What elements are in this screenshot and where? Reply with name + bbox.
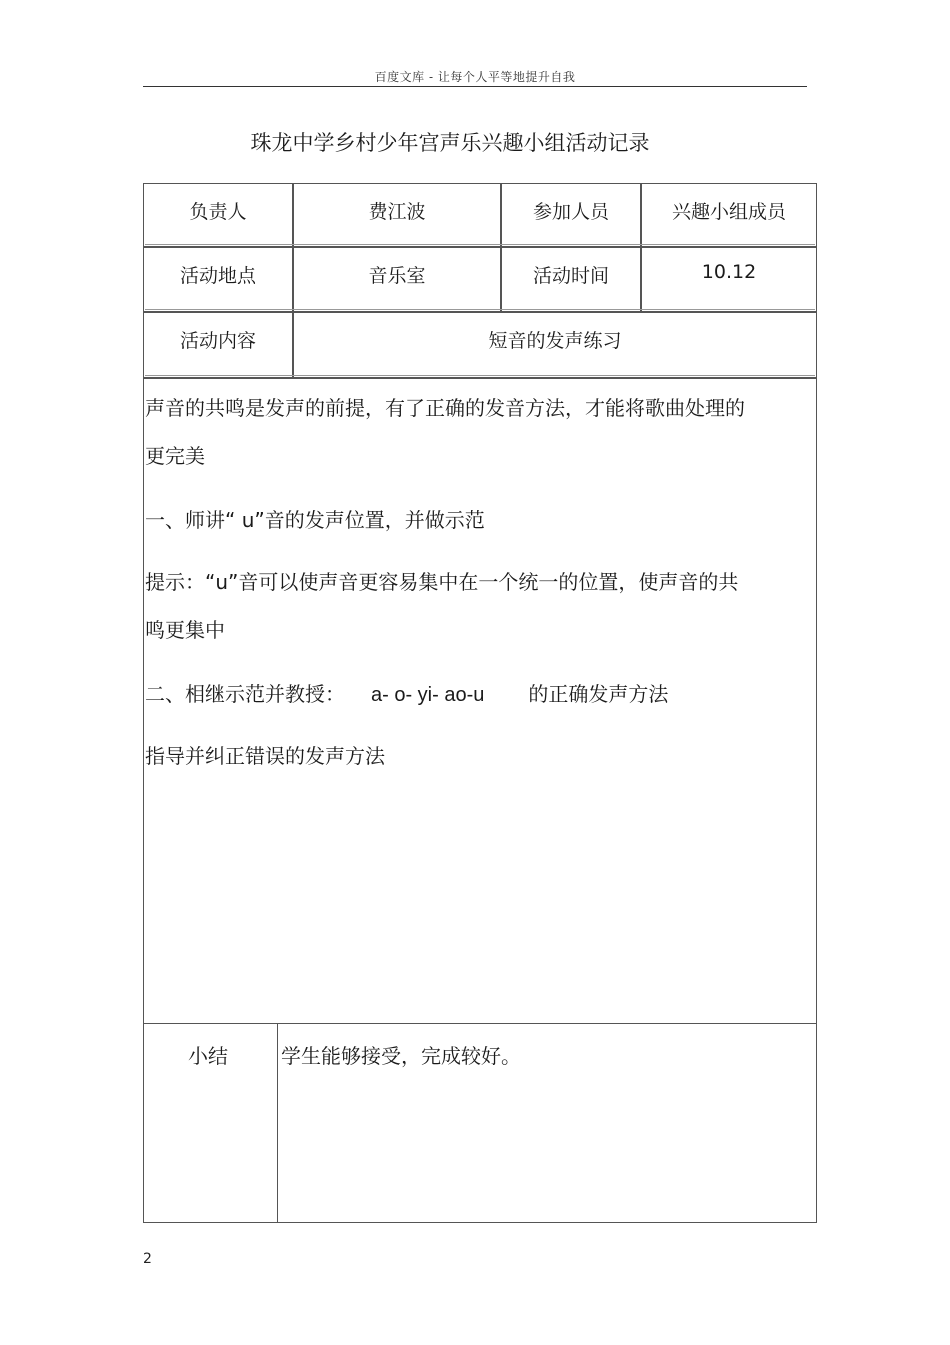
value-activity-content: 短音的发声练习: [293, 312, 817, 378]
content-line: [145, 678, 668, 707]
summary-text: 学生能够接受，完成较好。: [281, 1044, 521, 1068]
row-divider: [145, 309, 815, 310]
content-line-segment: 的正确发声方法: [528, 682, 669, 706]
content-line: 鸣更集中: [145, 618, 225, 642]
vowel-sequence: a- o- yi- ao-u: [371, 684, 485, 706]
value-activity-time: 10.12: [641, 247, 817, 312]
value-person-in-charge: 费江波: [293, 183, 501, 247]
label-activity-time: 活动时间: [501, 247, 641, 312]
label-activity-location: 活动地点: [143, 247, 293, 312]
content-line: 指导并纠正错误的发声方法: [145, 744, 385, 768]
summary-label: 小结: [188, 1044, 228, 1068]
label-person-in-charge: 负责人: [143, 183, 293, 247]
value-activity-location: 音乐室: [293, 247, 501, 312]
document-title: 珠龙中学乡村少年宫声乐兴趣小组活动记录: [250, 131, 650, 155]
content-line-segment: 二、相继示范并教授：: [145, 682, 345, 706]
value-participants: 兴趣小组成员: [641, 183, 817, 247]
header-rule: [143, 86, 807, 87]
label-activity-content: 活动内容: [143, 312, 293, 378]
label-participants: 参加人员: [501, 183, 641, 247]
page-number: 2: [143, 1251, 152, 1267]
row-divider: [145, 244, 815, 245]
content-line: 更完美: [145, 444, 205, 468]
content-line: 提示：“u”音可以使声音更容易集中在一个统一的位置，使声音的共: [145, 570, 739, 594]
content-line: 声音的共鸣是发声的前提，有了正确的发音方法，才能将歌曲处理的: [145, 396, 745, 420]
content-line: 一、师讲“ u”音的发声位置，并做示范: [145, 508, 485, 532]
page-header: 百度文库 - 让每个人平等地提升自我: [374, 70, 576, 84]
row-divider: [145, 375, 815, 376]
